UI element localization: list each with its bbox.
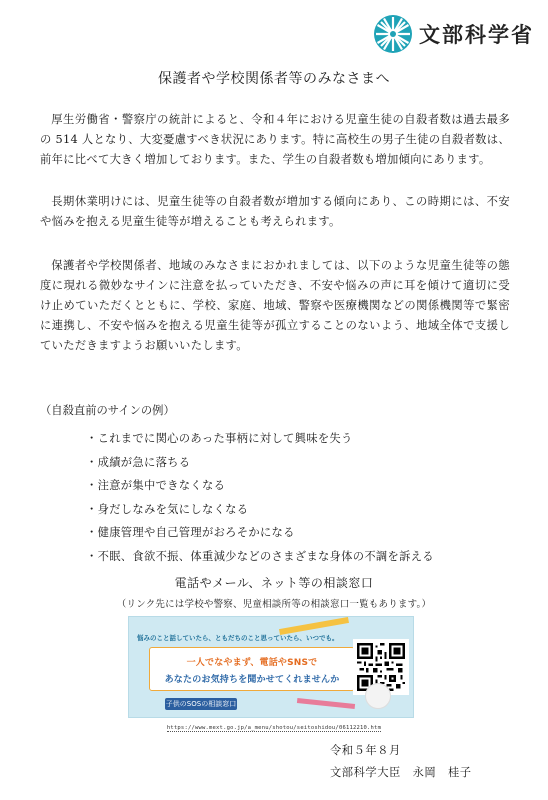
consult-note: （リンク先には学校や警察、児童相談所等の相談窓口一覧もあります。） — [116, 599, 432, 610]
signs-list — [86, 427, 434, 568]
paragraph-request: 保護者や学校関係者、地域のみなさまにおかれましては、以下のような児童生徒等の態度に現れる微妙なサインに注意を払っていただき、不安や悩みの声に耳を傾けて適切に受け止めていただくとともに、学校、家庭、地域、警察や医療機関などの関係機関等で緊密に連携し、不安や悩みを抱える児童生徒等が孤立することのないよう、地域全体で支援していただきますようお願いいたします。 — [40, 259, 510, 352]
signs-item: ・成績が急に落ちる — [86, 455, 191, 469]
banner-tagline: 悩みのこと話していたら、ともだちのこと思っていたら、いつでも。 — [137, 634, 339, 642]
signs-item: ・健康管理や自己管理がおろそかになる — [86, 526, 295, 539]
signs-title: （自殺直前のサインの例） — [40, 404, 175, 417]
banner-subline: あなたのお気持ちを聞かせてくれませんか — [164, 675, 340, 685]
banner-headline: 一人でなやまず、電話やSNSで — [186, 658, 318, 668]
signs-item: ・身だしなみを気にしなくなる — [86, 502, 249, 516]
signs-item: ・これまでに関心のあった事柄に対して興味を失う — [86, 432, 353, 445]
consult-title: 電話やメール、ネット等の相談窓口 — [174, 576, 374, 590]
mext-logo — [373, 14, 534, 54]
banner-footer-label: 子供のSOSの相談窓口 — [165, 700, 237, 708]
cup-illustration — [365, 683, 391, 709]
consult-banner[interactable] — [128, 616, 414, 718]
consult-url[interactable] — [0, 725, 548, 731]
signature-date: 令和５年８月 — [330, 744, 401, 757]
mext-emblem-icon — [373, 14, 413, 54]
banner-message-box — [149, 647, 355, 691]
paragraph-vacation: 長期休業明けには、児童生徒等の自殺者数が増加する傾向にあり、この時期には、不安や悩みを抱える児童生徒等が増えることも考えられます。 — [40, 195, 510, 228]
paragraph-statistics: 厚生労働省・警察庁の統計によると、令和４年における児童生徒の自殺者数は過去最多の 514 人となり、大変憂慮すべき状況にあります。特に高校生の男子生徒の自殺者数は、前年に比べて大きく増加しております。また、学生の自殺者数も増加傾向にあります。 — [40, 113, 510, 166]
consult-link[interactable]: https://www.mext.go.jp/a_menu/shotou/seitoshidou/06112210.htm — [166, 725, 382, 731]
signs-item: ・注意が集中できなくなる — [86, 479, 226, 492]
pencil-illustration — [297, 698, 355, 709]
logo-text: 文部科学省 — [419, 23, 534, 47]
signature-name: 文部科学大臣 永岡 桂子 — [330, 766, 472, 779]
letter-title: 保護者や学校関係者等のみなさまへ — [158, 71, 390, 87]
signs-item: ・不眠、食欲不振、体重減少などのさまざまな身体の不調を訴える — [86, 549, 434, 563]
